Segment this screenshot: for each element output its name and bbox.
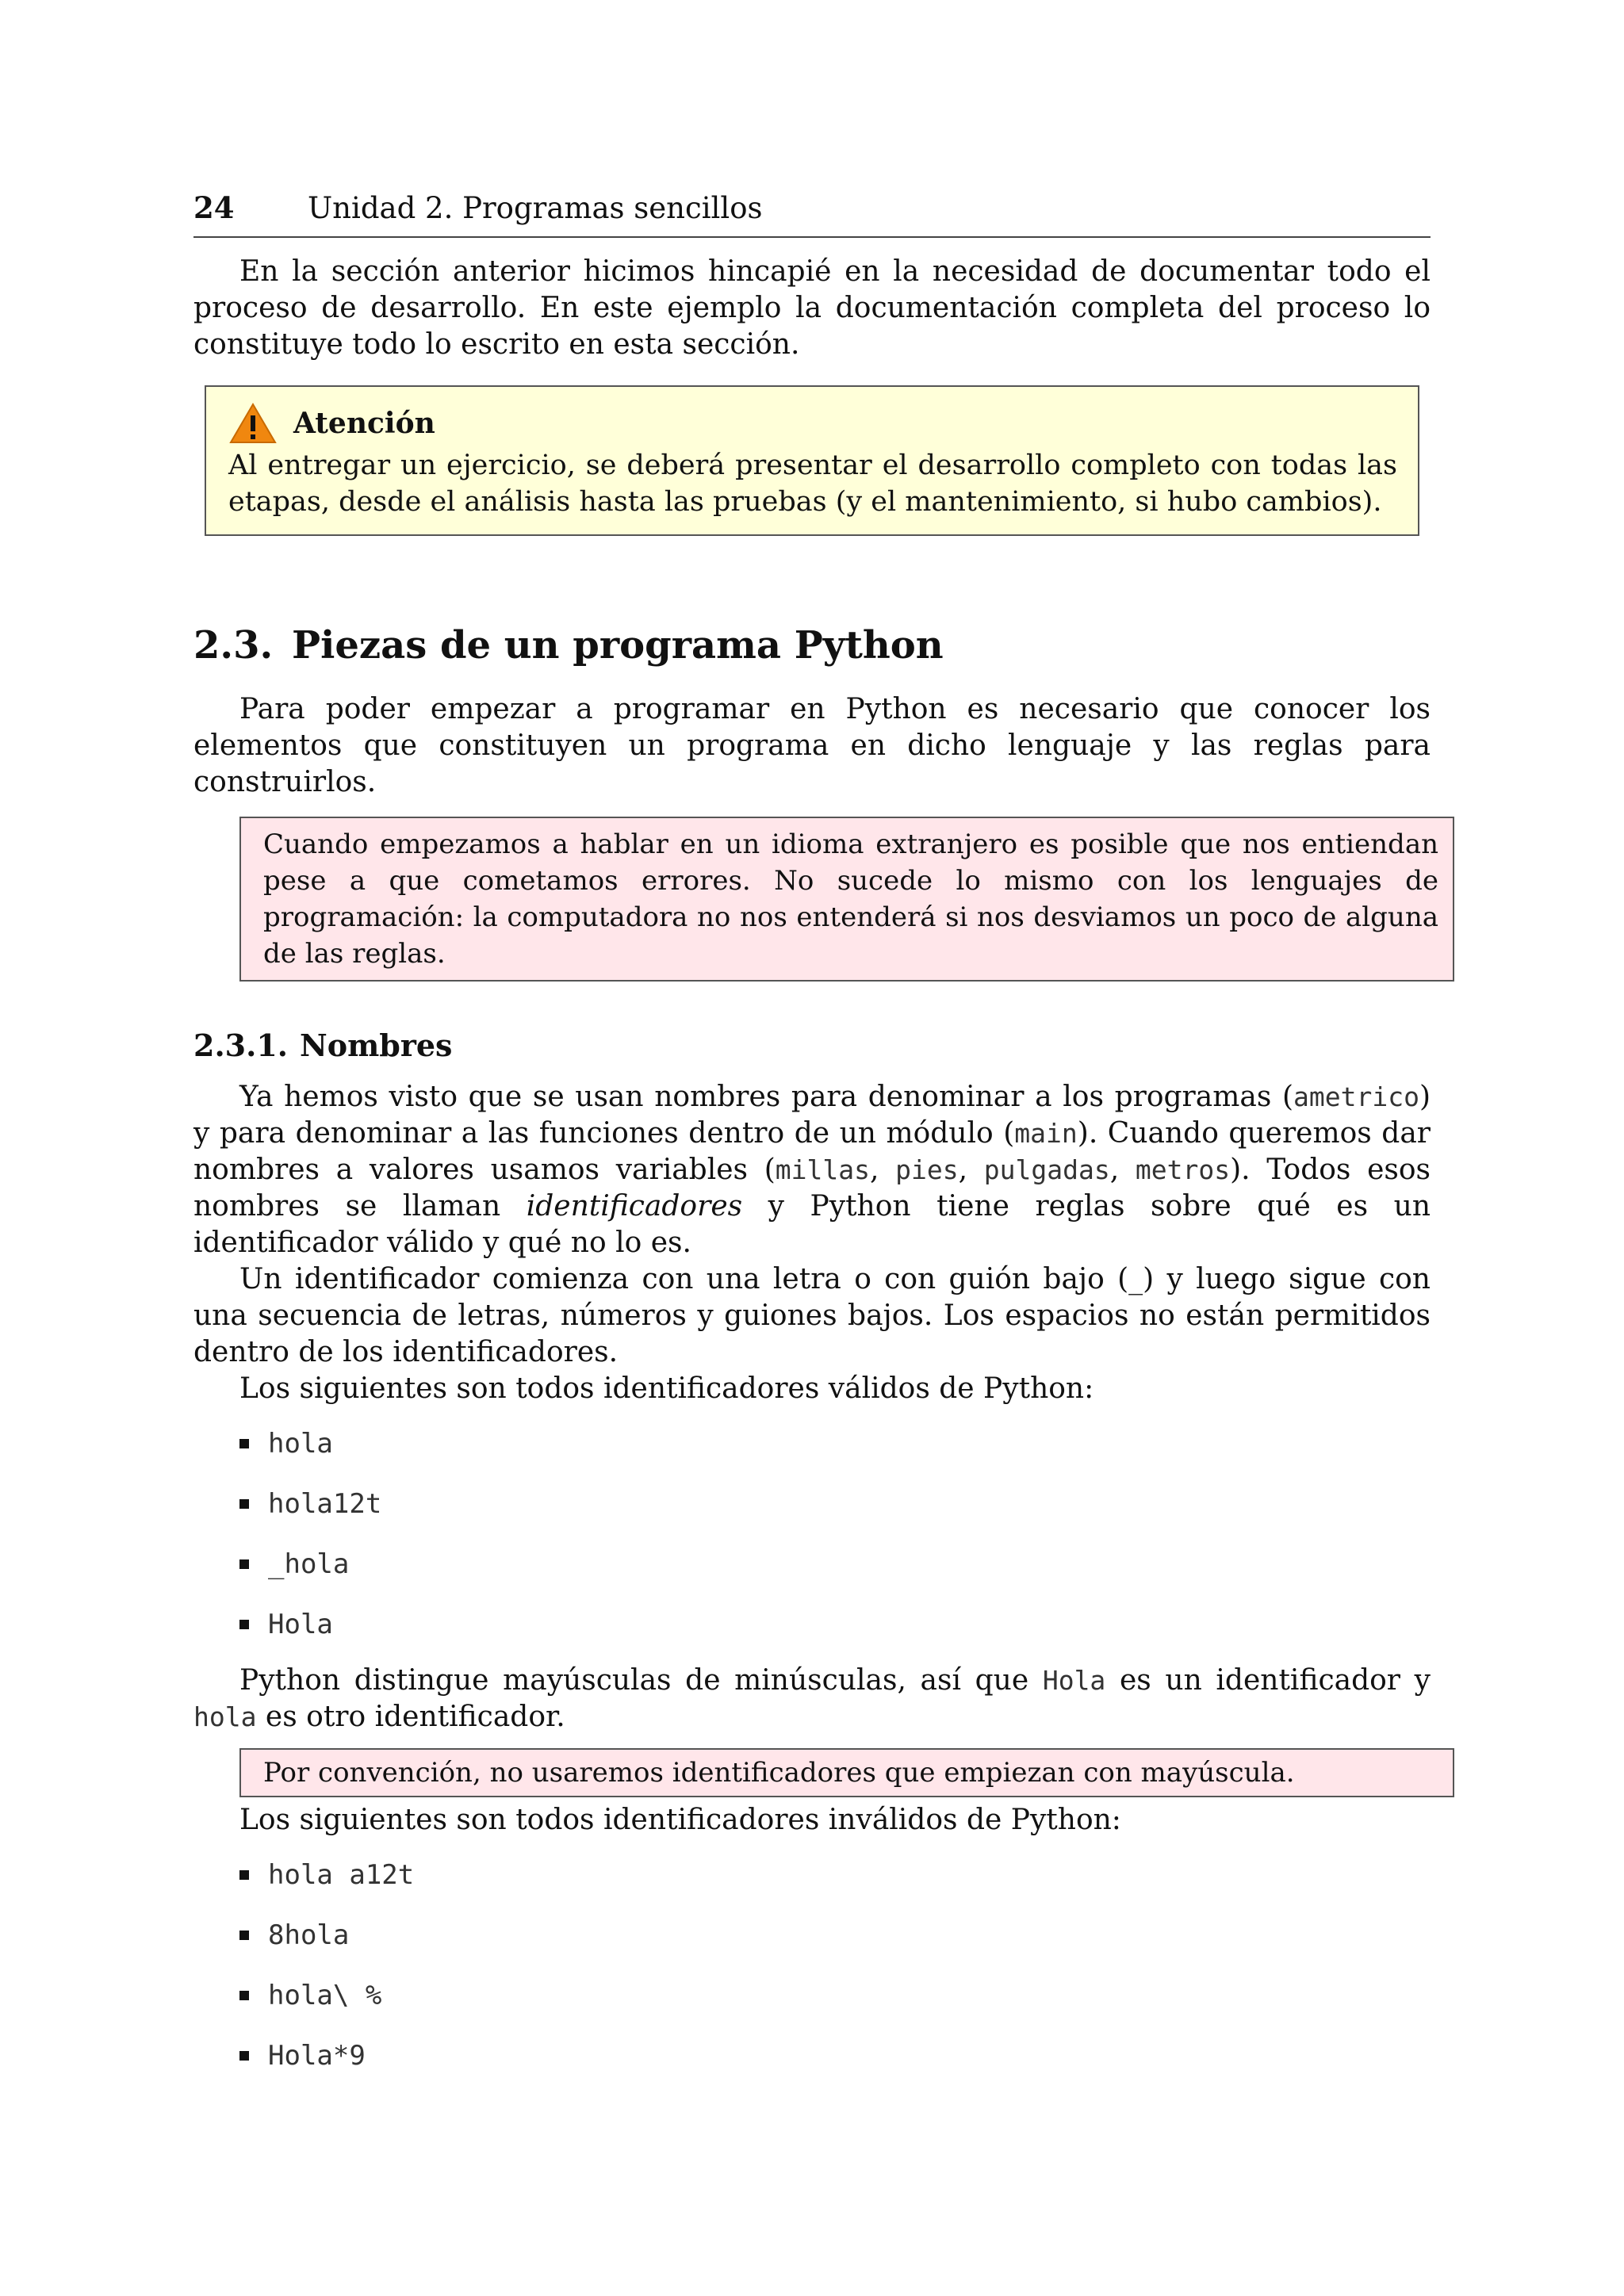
term-identificadores: identificadores	[526, 1190, 743, 1223]
code-Hola: Hola	[1042, 1665, 1106, 1696]
list-item: hola a12t	[239, 1845, 1431, 1905]
list-item: 8hola	[239, 1905, 1431, 1965]
valid-identifiers-list	[193, 1414, 1431, 1655]
page-number: 24	[193, 190, 235, 225]
note-text-languages: Cuando empezamos a hablar en un idioma extranjero es posible que nos entiendan pese a que cometamos errores. No sucede lo mismo con los lenguajes de programación: la computadora no nos entenderá si nos desviamos un poco de alguna de las reglas.	[263, 828, 1438, 970]
attention-title-row	[228, 401, 1397, 446]
code-millas: millas	[775, 1154, 870, 1185]
subsection-title: Nombres	[300, 1027, 453, 1063]
warning-icon	[228, 402, 278, 445]
code-pulgadas: pulgadas	[983, 1154, 1110, 1185]
list-item: Hola*9	[239, 2026, 1431, 2086]
chapter-title: Unidad 2. Programas sencillos	[308, 191, 763, 225]
note-text-convention: Por convención, no usaremos identificadores que empiezan con mayúscula.	[263, 1757, 1295, 1789]
section-intro: Para poder empezar a programar en Python es necesario que conocer los elementos que constituyen un programa en dicho lenguaje y las reglas para construirlos.	[193, 693, 1431, 798]
code-ametrico: ametrico	[1293, 1081, 1419, 1112]
attention-box	[205, 385, 1419, 536]
note-box-languages	[239, 817, 1454, 982]
identifier-rule-paragraph: Un identificador comienza con una letra o con guión bajo (_) y luego sigue con una secuencia de letras, números y guiones bajos. Los espacios no están permitidos dentro de los identificadores.	[193, 1263, 1431, 1368]
bullet-icon	[239, 1559, 249, 1569]
section-number: 2.3.	[193, 623, 274, 668]
section-heading	[193, 623, 1431, 668]
code-metros: metros	[1135, 1154, 1231, 1185]
running-header	[193, 190, 1431, 238]
bullet-icon	[239, 1499, 249, 1509]
subsection-heading	[193, 1027, 1431, 1063]
subsection-number: 2.3.1.	[193, 1027, 289, 1063]
bullet-icon	[239, 2051, 249, 2061]
list-item: Hola	[239, 1594, 1431, 1655]
code-main: main	[1014, 1118, 1078, 1149]
code-hola: hola	[193, 1701, 257, 1732]
intro-paragraph: En la sección anterior hicimos hincapié en la necesidad de documentar todo el proceso de desarrollo. En este ejemplo la documentación completa del proceso lo constituye todo lo escrito en esta sección.	[193, 255, 1431, 361]
bullet-icon	[239, 1931, 249, 1940]
attention-text: Al entregar un ejercicio, se deberá presentar el desarrollo completo con todas las etapas, desde el análisis hasta las pruebas (y el mantenimiento, si hubo cambios).	[228, 450, 1397, 518]
bullet-icon	[239, 1870, 249, 1880]
names-paragraph: Ya hemos visto que se usan nombres para denominar a los programas (ametrico) y para denominar a las funciones dentro de un módulo (main). Cuando queremos dar nombres a valores usamos variables (millas, pies, pulgadas, metros). Todos esos nombres se llaman identificadores y Python tiene reglas sobre qué es un identificador válido y qué no lo es.	[193, 1081, 1431, 1259]
bullet-icon	[239, 1620, 249, 1629]
invalid-identifiers-list	[193, 1845, 1431, 2086]
code-pies: pies	[895, 1154, 959, 1185]
list-item: _hola	[239, 1534, 1431, 1594]
page	[193, 190, 1438, 2086]
invalid-intro: Los siguientes son todos identificadores inválidos de Python:	[239, 1804, 1121, 1836]
list-item: hola\ %	[239, 1965, 1431, 2026]
list-item: hola	[239, 1414, 1431, 1474]
bullet-icon	[239, 1991, 249, 2000]
case-paragraph: Python distingue mayúsculas de minúsculas, así que Hola es un identificador y hola es otro identificador.	[193, 1664, 1431, 1733]
valid-intro: Los siguientes son todos identificadores válidos de Python:	[239, 1372, 1094, 1405]
bullet-icon	[239, 1439, 249, 1448]
attention-title: Atención	[293, 407, 435, 440]
note-box-convention	[239, 1748, 1454, 1797]
section-title: Piezas de un programa Python	[292, 623, 944, 668]
list-item: hola12t	[239, 1474, 1431, 1534]
